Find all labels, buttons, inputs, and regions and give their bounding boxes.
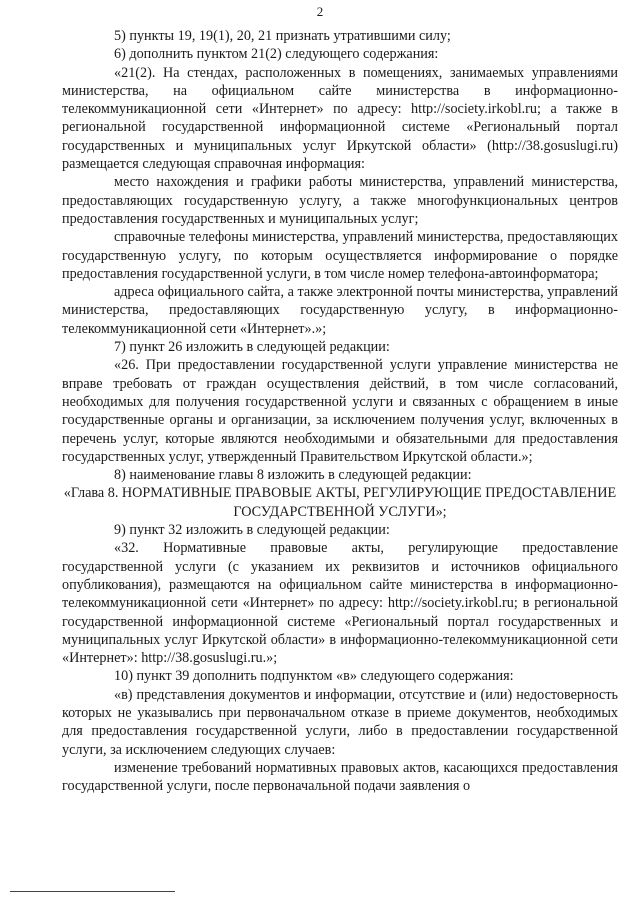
paragraph-change-requirements: изменение требований нормативных правовых актов, касающихся предоставления государственной услуги, после первоначальной подачи заявления о <box>62 759 618 795</box>
paragraph-item-5: 5) пункты 19, 19(1), 20, 21 признать утратившими силу; <box>114 28 451 44</box>
paragraph-subitem-v: «в) представления документов и информации, отсутствие и (или) недостоверность которых не указывались при первоначальном отказе в приеме документов, необходимых для предоставления государственной услуги, либо в предоставлении государственной услуги, за исключением следующих случаев: <box>62 686 618 758</box>
paragraph-21-2: «21(2). На стендах, расположенных в помещениях, занимаемых управлениями министерства, на официальном сайте министерства в информационно-телекоммуникационной сети «Интернет» по адресу: http://society.irkobl.ru; а также в региональной государственной информационной системе «Региональный портал государственных и муниципальных услуг Иркутской области» (http://38.gosuslugi.ru) размещается следующая справочная информация: <box>62 64 618 173</box>
footnote-divider <box>10 891 175 892</box>
paragraph-addresses: адреса официального сайта, а также электронной почты министерства, управлений министерства, предоставляющих государственную услугу, в информационно-телекоммуникационной сети «Интернет».»; <box>62 284 618 337</box>
paragraph-26: «26. При предоставлении государственной услуги управление министерства не вправе требовать от граждан осуществления действий, в том числе согласований, необходимых для получения государственной услуги и связанных с обращением в иные государственные органы и организации, за исключением получения услуг, включенных в перечень услуг, которые являются необходимыми и обязательными для предоставления государственных услуг, утвержденный Правительством Иркутской области.»; <box>62 357 618 465</box>
paragraph-32: «32. Нормативные правовые акты, регулирующие предоставление государственной услуги (с указанием их реквизитов и источников официального опубликования), размещаются на официальном сайте министерства в информационно-телекоммуникационной сети «Интернет» по адресу: http://society.irkobl.ru; в региональной государственной информационной системе «Региональный портал государственных и муниципальных услуг Иркутской области» в информационно-телекоммуникационной сети «Интернет»: http://38.gosuslugi.ru.»; <box>62 540 618 667</box>
paragraph-item-8: 8) наименование главы 8 изложить в следующей редакции: <box>114 467 472 484</box>
paragraph-item-10: 10) пункт 39 дополнить подпунктом «в» следующего содержания: <box>114 668 514 685</box>
paragraph-phones: справочные телефоны министерства, управлений министерства, предоставляющих государственную услугу, по которым осуществляется информирование о порядке предоставления государственной услуги, в том числе номер телефона-автоинформатора; <box>62 229 618 282</box>
paragraph-item-7: 7) пункт 26 изложить в следующей редакции: <box>114 339 390 356</box>
paragraph-location: место нахождения и графики работы министерства, управлений министерства, предоставляющих государственную услугу, а также многофункциональных центров предоставления государственных и муниципальных услуг; <box>62 174 618 227</box>
paragraph-item-6: 6) дополнить пунктом 21(2) следующего содержания: <box>114 46 439 63</box>
document-body <box>62 27 618 795</box>
paragraph-item-9: 9) пункт 32 изложить в следующей редакции: <box>114 522 390 539</box>
page-number: 2 <box>316 4 324 19</box>
chapter-heading: «Глава 8. НОРМАТИВНЫЕ ПРАВОВЫЕ АКТЫ, РЕГУЛИРУЮЩИЕ ПРЕДОСТАВЛЕНИЕ ГОСУДАРСТВЕННОЙ УСЛУГИ»; <box>63 485 617 520</box>
